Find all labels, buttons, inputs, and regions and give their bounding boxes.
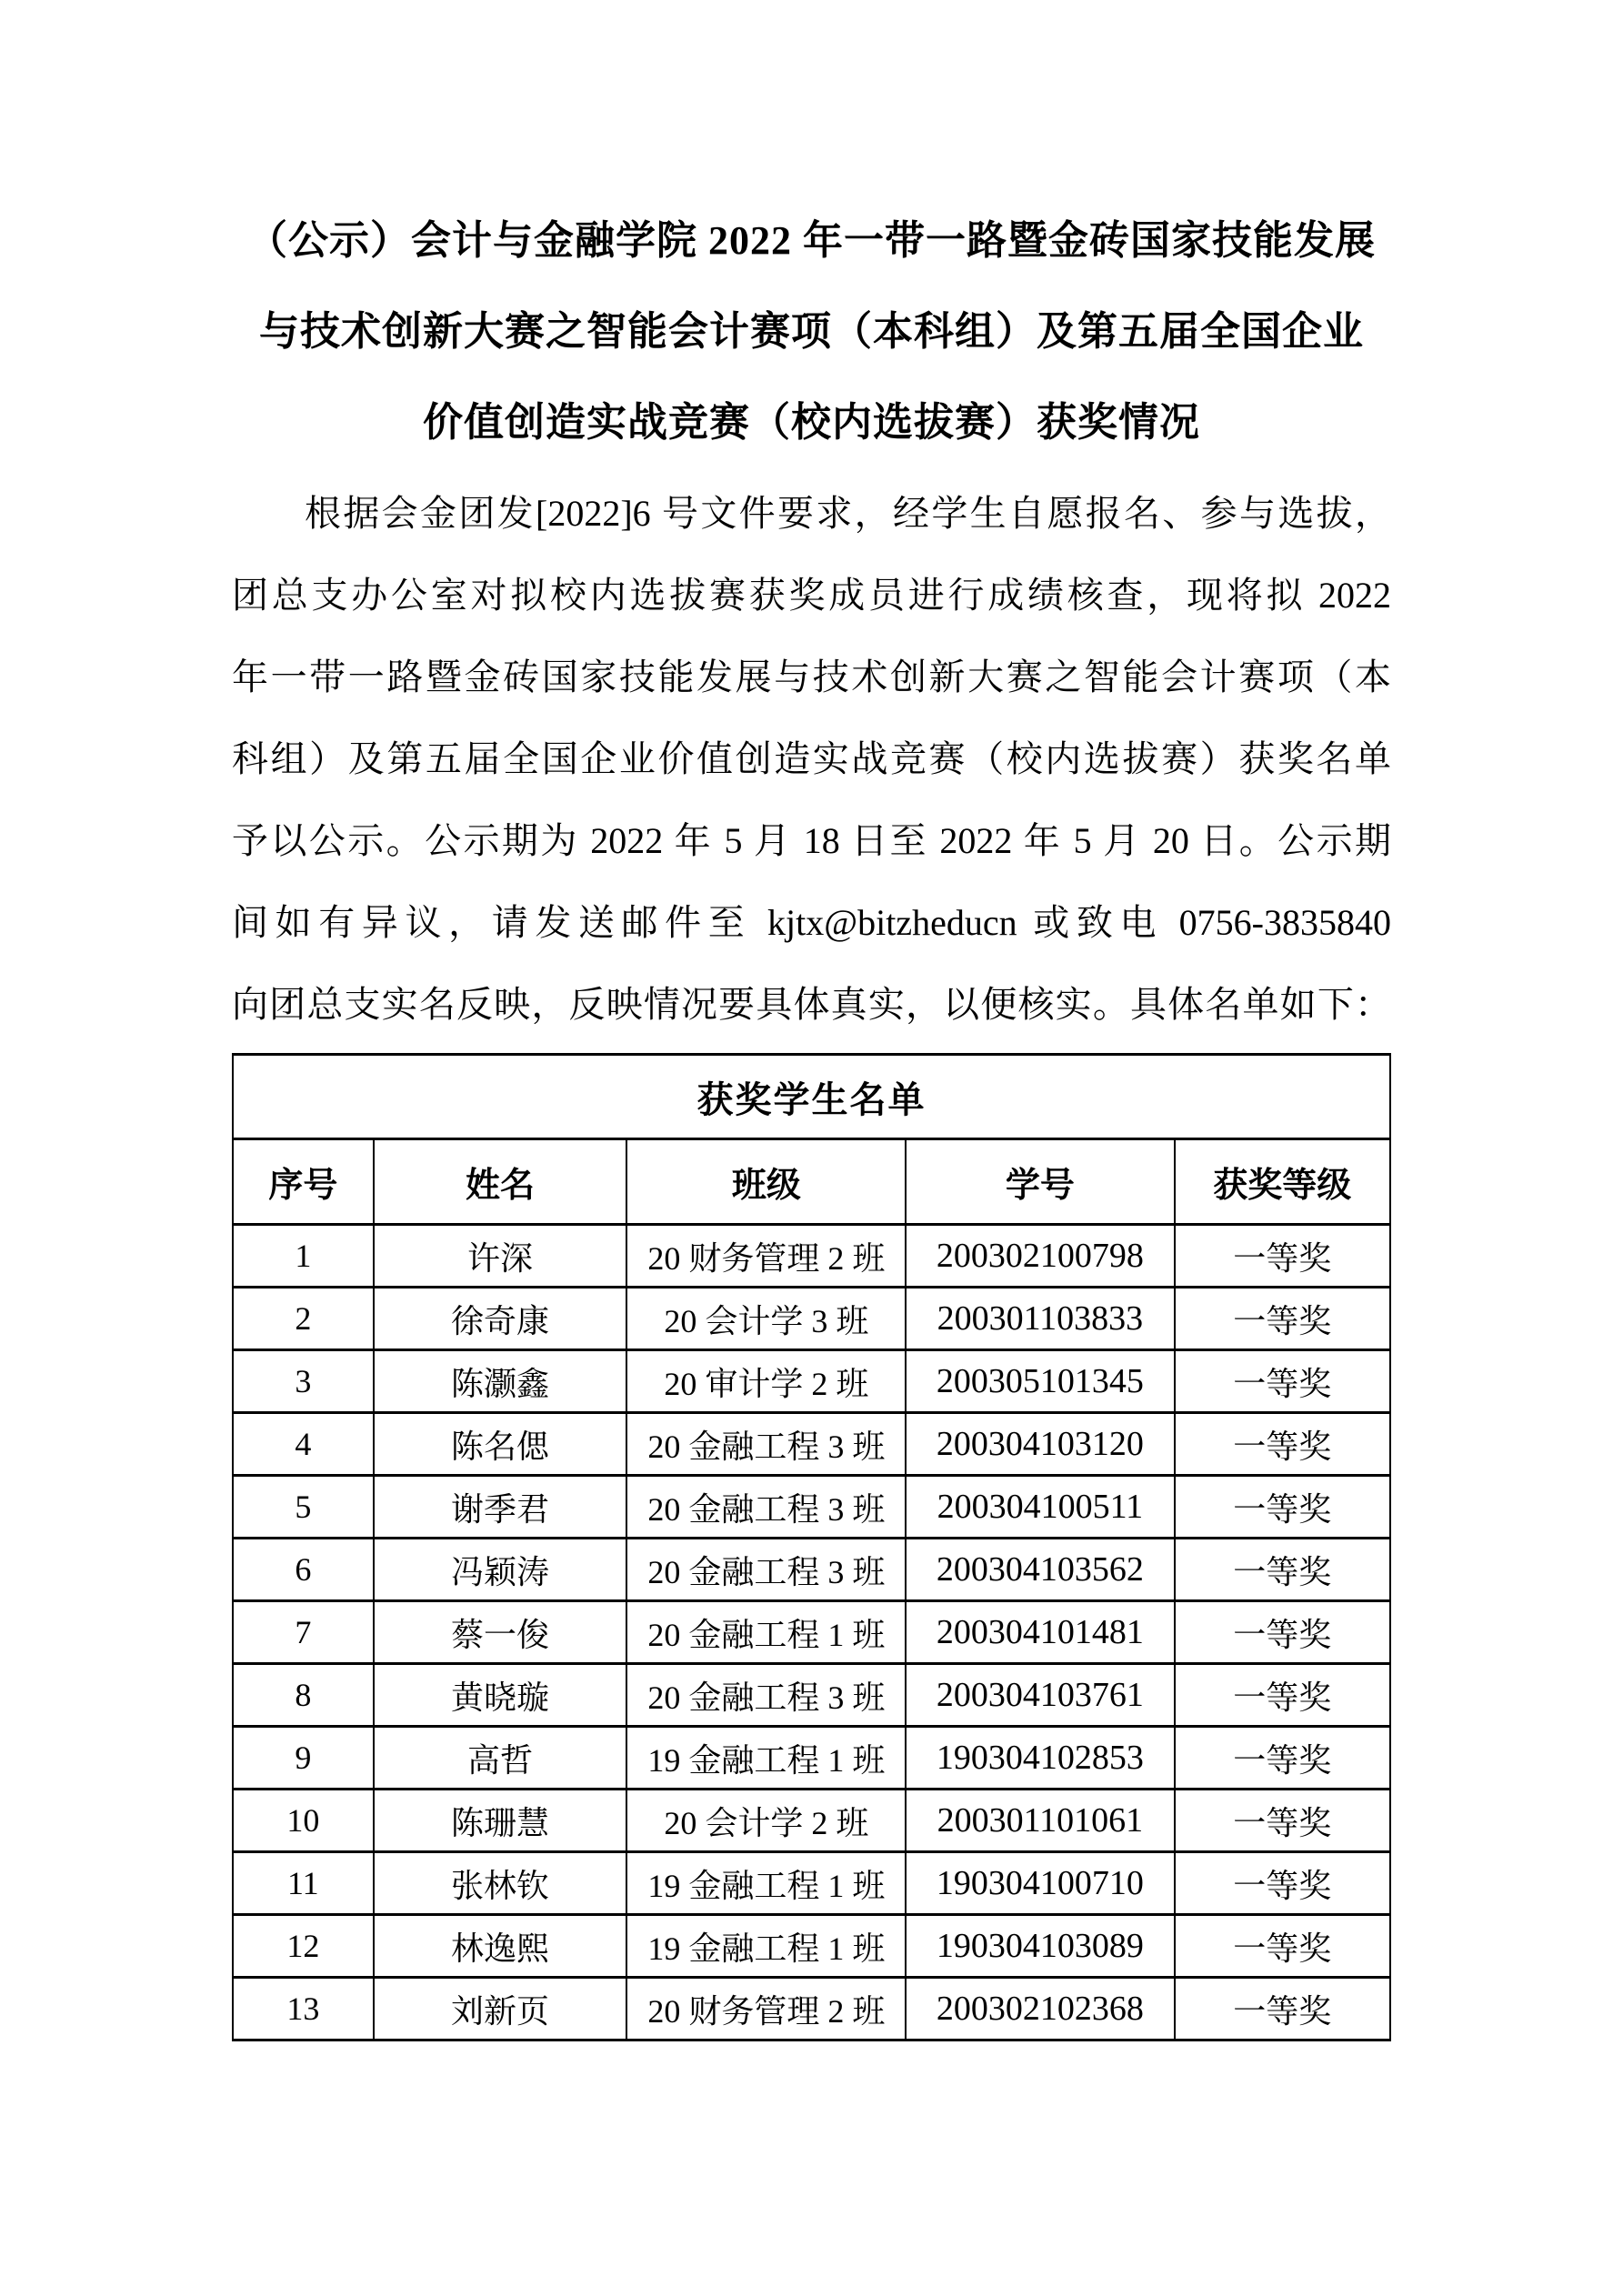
cell-award: 一等奖 — [1175, 1790, 1390, 1852]
cell-award: 一等奖 — [1175, 1601, 1390, 1664]
awards-table-body — [233, 1225, 1390, 2040]
awards-table — [232, 1053, 1391, 2041]
awards-table-head — [233, 1055, 1390, 1225]
cell-class: 20 会计学 2 班 — [626, 1790, 906, 1852]
table-row — [233, 1350, 1390, 1413]
column-header-class: 班级 — [626, 1139, 906, 1225]
cell-student-id: 190304100710 — [906, 1852, 1174, 1915]
cell-name: 陈灏鑫 — [374, 1350, 627, 1413]
cell-no: 10 — [233, 1790, 374, 1852]
cell-no: 11 — [233, 1852, 374, 1915]
cell-student-id: 200302102368 — [906, 1978, 1174, 2040]
table-title-row — [233, 1055, 1390, 1139]
cell-student-id: 190304102853 — [906, 1727, 1174, 1790]
cell-class: 20 金融工程 1 班 — [626, 1601, 906, 1664]
cell-class: 20 金融工程 3 班 — [626, 1413, 906, 1476]
table-row — [233, 1225, 1390, 1288]
table-row — [233, 1664, 1390, 1727]
cell-name: 许深 — [374, 1225, 627, 1288]
table-title: 获奖学生名单 — [233, 1055, 1390, 1139]
cell-award: 一等奖 — [1175, 1476, 1390, 1539]
table-row — [233, 1413, 1390, 1476]
cell-award: 一等奖 — [1175, 1852, 1390, 1915]
paragraph-line-7: 向团总支实名反映，反映情况要具体真实，以便核实。具体名单如下： — [232, 984, 1391, 1025]
cell-award: 一等奖 — [1175, 1350, 1390, 1413]
table-row — [233, 1790, 1390, 1852]
table-row — [233, 1852, 1390, 1915]
cell-student-id: 200301101061 — [906, 1790, 1174, 1852]
table-row — [233, 1288, 1390, 1350]
cell-name: 黄晓璇 — [374, 1664, 627, 1727]
announcement-paragraph — [232, 473, 1391, 1046]
cell-name: 陈名偲 — [374, 1413, 627, 1476]
cell-student-id: 200302100798 — [906, 1225, 1174, 1288]
table-row — [233, 1727, 1390, 1790]
paragraph-line-3: 年一带一路暨金砖国家技能发展与技术创新大赛之智能会计赛项（本 — [232, 657, 1391, 697]
cell-no: 3 — [233, 1350, 374, 1413]
table-row — [233, 1978, 1390, 2040]
cell-name: 张林钦 — [374, 1852, 627, 1915]
table-row — [233, 1539, 1390, 1601]
title-line-1: （公示）会计与金融学院 2022 年一带一路暨金砖国家技能发展 — [247, 218, 1376, 263]
cell-class: 19 金融工程 1 班 — [626, 1915, 906, 1978]
document-title — [232, 196, 1391, 468]
cell-no: 2 — [233, 1288, 374, 1350]
cell-no: 4 — [233, 1413, 374, 1476]
cell-no: 5 — [233, 1476, 374, 1539]
cell-name: 冯颖涛 — [374, 1539, 627, 1601]
cell-no: 6 — [233, 1539, 374, 1601]
table-header-row — [233, 1139, 1390, 1225]
cell-no: 8 — [233, 1664, 374, 1727]
cell-no: 9 — [233, 1727, 374, 1790]
table-row — [233, 1476, 1390, 1539]
paragraph-line-1: 根据会金团发[2022]6 号文件要求，经学生自愿报名、参与选拔， — [305, 493, 1391, 534]
column-header-no: 序号 — [233, 1139, 374, 1225]
cell-student-id: 200304101481 — [906, 1601, 1174, 1664]
cell-student-id: 200304100511 — [906, 1476, 1174, 1539]
table-row — [233, 1601, 1390, 1664]
cell-class: 20 审计学 2 班 — [626, 1350, 906, 1413]
cell-name: 谢季君 — [374, 1476, 627, 1539]
cell-no: 13 — [233, 1978, 374, 2040]
cell-class: 19 金融工程 1 班 — [626, 1852, 906, 1915]
cell-award: 一等奖 — [1175, 1539, 1390, 1601]
cell-class: 20 财务管理 2 班 — [626, 1978, 906, 2040]
cell-student-id: 190304103089 — [906, 1915, 1174, 1978]
cell-class: 19 金融工程 1 班 — [626, 1727, 906, 1790]
cell-award: 一等奖 — [1175, 1413, 1390, 1476]
paragraph-line-4: 科组）及第五届全国企业价值创造实战竞赛（校内选拔赛）获奖名单 — [232, 738, 1391, 779]
paragraph-line-2: 团总支办公室对拟校内选拔赛获奖成员进行成绩核查，现将拟 2022 — [232, 575, 1391, 616]
cell-student-id: 200304103120 — [906, 1413, 1174, 1476]
cell-student-id: 200304103761 — [906, 1664, 1174, 1727]
cell-class: 20 财务管理 2 班 — [626, 1225, 906, 1288]
cell-name: 蔡一俊 — [374, 1601, 627, 1664]
cell-no: 7 — [233, 1601, 374, 1664]
cell-name: 刘新页 — [374, 1978, 627, 2040]
cell-class: 20 会计学 3 班 — [626, 1288, 906, 1350]
column-header-award: 获奖等级 — [1175, 1139, 1390, 1225]
paragraph-line-5: 予以公示。公示期为 2022 年 5 月 18 日至 2022 年 5 月 20 日。公示期 — [232, 820, 1391, 861]
cell-name: 高哲 — [374, 1727, 627, 1790]
column-header-name: 姓名 — [374, 1139, 627, 1225]
column-header-student-id: 学号 — [906, 1139, 1174, 1225]
cell-name: 徐奇康 — [374, 1288, 627, 1350]
cell-award: 一等奖 — [1175, 1225, 1390, 1288]
cell-class: 20 金融工程 3 班 — [626, 1539, 906, 1601]
cell-award: 一等奖 — [1175, 1727, 1390, 1790]
cell-name: 林逸熙 — [374, 1915, 627, 1978]
cell-award: 一等奖 — [1175, 1664, 1390, 1727]
cell-class: 20 金融工程 3 班 — [626, 1476, 906, 1539]
cell-student-id: 200305101345 — [906, 1350, 1174, 1413]
cell-student-id: 200301103833 — [906, 1288, 1174, 1350]
title-line-3: 价值创造实战竞赛（校内选拔赛）获奖情况 — [423, 400, 1200, 445]
cell-class: 20 金融工程 3 班 — [626, 1664, 906, 1727]
paragraph-line-6: 间如有异议，请发送邮件至 kjtx@bitzheducn 或致电 0756-3835840 — [232, 902, 1391, 943]
cell-no: 1 — [233, 1225, 374, 1288]
cell-award: 一等奖 — [1175, 1978, 1390, 2040]
table-row — [233, 1915, 1390, 1978]
cell-award: 一等奖 — [1175, 1915, 1390, 1978]
cell-award: 一等奖 — [1175, 1288, 1390, 1350]
cell-name: 陈珊慧 — [374, 1790, 627, 1852]
cell-student-id: 200304103562 — [906, 1539, 1174, 1601]
cell-no: 12 — [233, 1915, 374, 1978]
title-line-2: 与技术创新大赛之智能会计赛项（本科组）及第五届全国企业 — [259, 309, 1364, 354]
